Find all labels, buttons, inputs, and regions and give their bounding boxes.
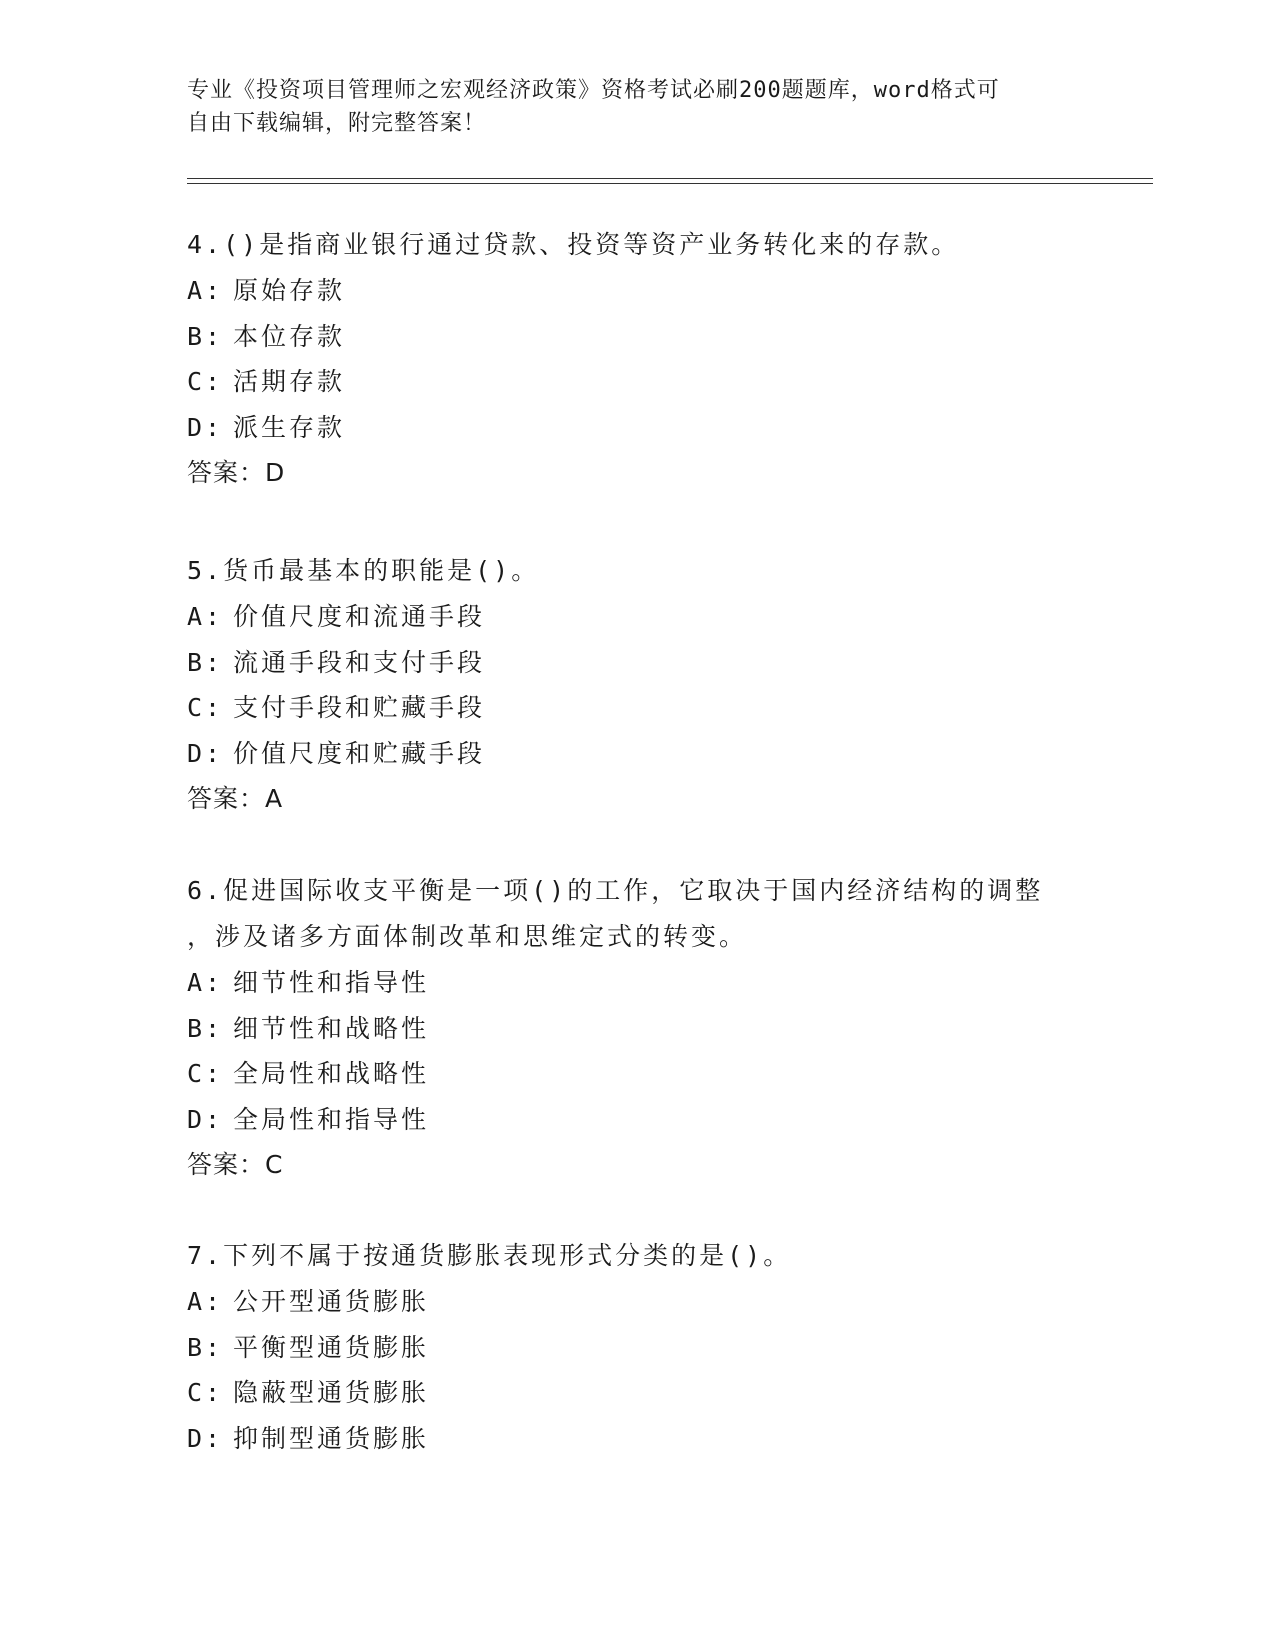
header-divider-bottom — [187, 183, 1153, 184]
option-letter: D: — [187, 738, 224, 768]
option-text: 隐蔽型通货膨胀 — [233, 1378, 430, 1407]
option-letter: B: — [187, 647, 224, 677]
option-text: 本位存款 — [233, 321, 346, 351]
option-a — [187, 960, 1087, 1006]
option-letter: C: — [187, 693, 224, 722]
option-text: 细节性和战略性 — [233, 1013, 430, 1043]
option-letter: B: — [187, 1013, 224, 1043]
question-5 — [187, 548, 1087, 822]
option-text: 平衡型通货膨胀 — [233, 1332, 430, 1362]
option-text: 流通手段和支付手段 — [233, 647, 486, 677]
answer-label: 答案：C — [187, 1150, 284, 1179]
option-letter: B: — [187, 1332, 224, 1362]
answer-label: 答案：A — [187, 784, 284, 813]
option-letter: B: — [187, 321, 224, 351]
option-letter: D: — [187, 1423, 224, 1453]
question-7 — [187, 1233, 1087, 1461]
question-stem: 7.下列不属于按通货膨胀表现形式分类的是()。 — [187, 1241, 792, 1270]
option-a — [187, 594, 1087, 640]
option-text: 支付手段和贮藏手段 — [233, 693, 486, 722]
option-letter: A: — [187, 1287, 224, 1316]
question-stem-continued: ，涉及诸多方面体制改革和思维定式的转变。 — [187, 922, 748, 951]
option-a — [187, 1279, 1087, 1325]
option-text: 活期存款 — [233, 367, 346, 396]
option-text: 价值尺度和贮藏手段 — [233, 738, 486, 768]
option-text: 派生存款 — [233, 412, 346, 442]
option-letter: A: — [187, 276, 224, 305]
option-c — [187, 685, 1087, 731]
header-line-2: 自由下载编辑，附完整答案！ — [187, 111, 487, 136]
option-c — [187, 359, 1087, 405]
option-d — [187, 405, 1087, 451]
document-header — [187, 74, 1067, 140]
question-stem: 5.货币最基本的职能是()。 — [187, 556, 540, 585]
header-line-1: 专业《投资项目管理师之宏观经济政策》资格考试必刷200题题库，word格式可 — [187, 78, 1000, 103]
option-b — [187, 640, 1087, 686]
option-letter: C: — [187, 367, 224, 396]
option-letter: C: — [187, 1059, 224, 1088]
option-text: 公开型通货膨胀 — [233, 1287, 430, 1316]
option-text: 细节性和指导性 — [233, 968, 430, 997]
option-b — [187, 314, 1087, 360]
option-a — [187, 268, 1087, 314]
option-text: 全局性和指导性 — [233, 1104, 430, 1134]
question-4 — [187, 222, 1087, 496]
question-stem: 6.促进国际收支平衡是一项()的工作，它取决于国内经济结构的调整 — [187, 876, 1044, 905]
question-stem: 4.()是指商业银行通过贷款、投资等资产业务转化来的存款。 — [187, 230, 960, 259]
option-b — [187, 1006, 1087, 1052]
option-letter: A: — [187, 602, 224, 631]
option-letter: C: — [187, 1378, 224, 1407]
option-letter: D: — [187, 1104, 224, 1134]
option-letter: D: — [187, 412, 224, 442]
question-6 — [187, 868, 1087, 1188]
option-d — [187, 1416, 1087, 1462]
header-divider-top — [187, 178, 1153, 179]
option-text: 原始存款 — [233, 276, 346, 305]
answer-label: 答案：D — [187, 458, 286, 487]
option-c — [187, 1370, 1087, 1416]
option-d — [187, 731, 1087, 777]
option-letter: A: — [187, 968, 224, 997]
option-d — [187, 1097, 1087, 1143]
option-text: 全局性和战略性 — [233, 1059, 430, 1088]
option-text: 价值尺度和流通手段 — [233, 602, 486, 631]
option-text: 抑制型通货膨胀 — [233, 1423, 430, 1453]
option-c — [187, 1051, 1087, 1097]
option-b — [187, 1325, 1087, 1371]
